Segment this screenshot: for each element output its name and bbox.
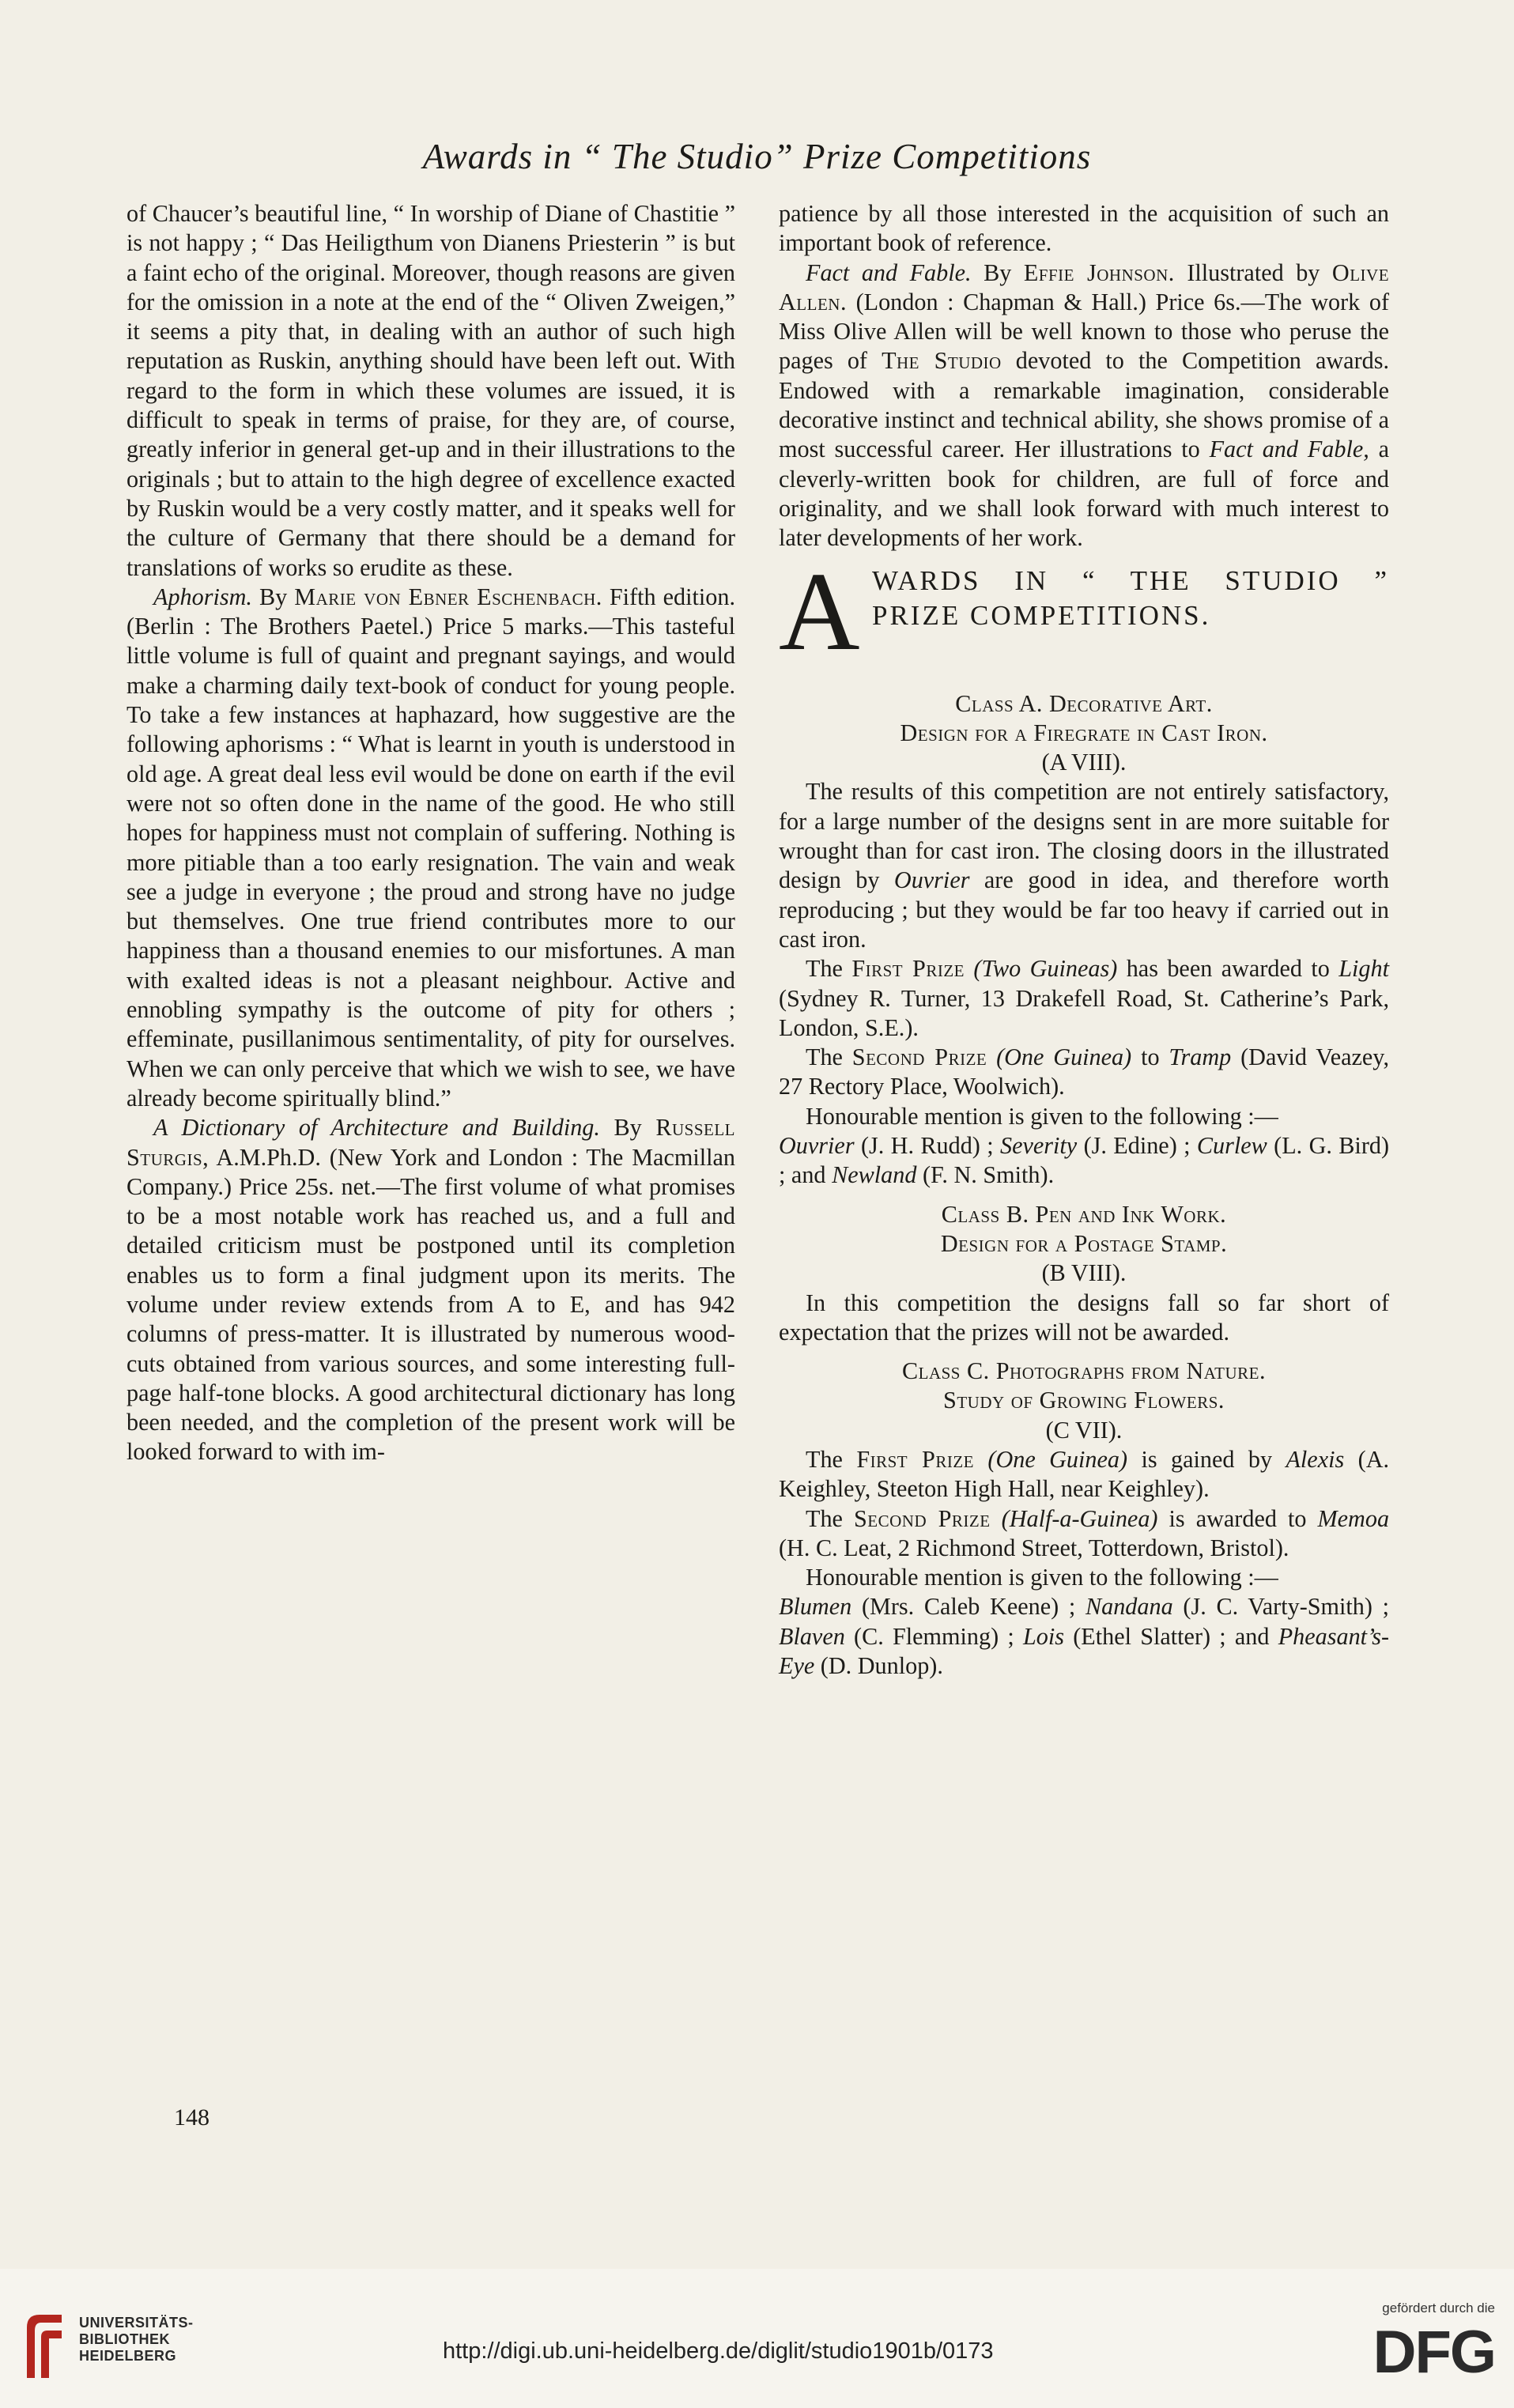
results-text: are good in idea, and therefore worth reproducing ; but they would be far too heavy if carried out in cast iron. <box>779 866 1389 953</box>
illustrator-name: Olive Allen. <box>779 259 1390 315</box>
pseudonym: Blaven <box>779 1622 845 1650</box>
pseudonym: Lois <box>1022 1622 1065 1650</box>
pseudonym: Newland <box>832 1161 917 1189</box>
awards-heading-line-1: WARDS IN “ THE STUDIO ” <box>872 564 1389 596</box>
review-text: Illustrated by <box>1187 259 1320 286</box>
pseudonym: Pheasant’s-Eye <box>779 1622 1390 1680</box>
pseudonym: Blumen <box>779 1593 852 1621</box>
page-number: 148 <box>174 2104 210 2131</box>
pseudonym: Ouvrier <box>893 866 970 894</box>
pseudonym: Ouvrier <box>779 1132 855 1160</box>
results-text: The results of this competition are not entirely satisfactory, for a large number of the designs sent in are more suitable for wrought than for cast iron. The closing doors in the illustrated design by <box>779 778 1389 894</box>
entrant: (J. H. Rudd) ; <box>860 1132 994 1160</box>
left-paragraph-aphorism <box>126 583 735 1113</box>
class-a-honourable-mention: Honourable mention is given to the following :— <box>806 1102 1278 1130</box>
book-title: A Dictionary of Architecture and Building. <box>153 1114 600 1142</box>
pseudonym: Curlew <box>1196 1132 1267 1160</box>
left-paragraph-dictionary <box>126 1113 735 1467</box>
entrant: (D. Dunlop). <box>820 1652 943 1680</box>
review-text: devoted to the Competition awards. Endowed with a remarkable imagination, considerable decorative instinct and technical ability, she shows promise of a most successful career. Her illustrations to <box>779 347 1390 463</box>
entrant: (Ethel Slatter) ; and <box>1073 1622 1270 1650</box>
prize-text: has been awarded to <box>1126 955 1330 983</box>
book-title: Fact and Fable, <box>1209 436 1369 463</box>
class-c-code: (C VII). <box>1045 1416 1123 1444</box>
dfg-logo-icon: DFG <box>1372 2319 1495 2386</box>
university-name-line: BIBLIOTHEK <box>79 2331 170 2347</box>
pseudonym: Alexis <box>1286 1445 1345 1473</box>
drop-cap: A <box>779 548 860 674</box>
class-a-heading: Class A. Decorative Art. <box>955 689 1213 717</box>
class-a-subheading: Design for a Firegrate in Cast Iron. <box>900 719 1268 746</box>
entrant: (J. Edine) ; <box>1083 1132 1191 1160</box>
prize-label: First Prize <box>856 1445 974 1473</box>
left-column <box>126 199 735 1467</box>
university-library-name <box>79 2315 194 2365</box>
entrant: (J. C. Varty-Smith) ; <box>1183 1593 1390 1621</box>
pseudonym: Nandana <box>1085 1593 1173 1621</box>
class-a-code: (A VIII). <box>1041 749 1127 776</box>
review-text: (London : Chapman & Hall.) Price 6s.—The work of Miss Olive Allen will be well known to those who peruse the pages of <box>779 288 1389 375</box>
running-head: Awards in “ The Studio” Prize Competitions <box>422 137 1092 176</box>
prize-text: The <box>806 1445 843 1473</box>
class-c-honourable-mention: Honourable mention is given to the following :— <box>806 1564 1278 1591</box>
entrant: (F. N. Smith). <box>922 1161 1055 1189</box>
entrant: (Mrs. Caleb Keene) ; <box>861 1593 1076 1621</box>
prize-text: (H. C. Leat, 2 Richmond Street, Totterdown, Bristol). <box>779 1534 1289 1561</box>
prize-text: The <box>806 1044 843 1071</box>
prize-text: (A. Keighley, Steeton High Hall, near Keighley). <box>779 1445 1390 1503</box>
university-name-line: HEIDELBERG <box>79 2348 177 2364</box>
class-c-heading: Class C. Photographs from Nature. <box>902 1357 1266 1385</box>
spacer <box>779 1191 1389 1200</box>
author-name: Marie von Ebner Eschenbach. <box>294 583 602 610</box>
class-b-results: In this competition the designs fall so far short of expectation that the prizes will not be awarded. <box>779 1289 1389 1346</box>
prize-text: to <box>1141 1044 1160 1071</box>
magazine-name: The Studio <box>882 347 1002 375</box>
class-b-heading: Class B. Pen and Ink Work. <box>941 1200 1227 1228</box>
source-url-link[interactable]: http://digi.ub.uni-heidelberg.de/diglit/studio1901b/0173 <box>443 2338 994 2364</box>
right-paragraph-1: patience by all those interested in the acquisition of such an important book of reference. <box>779 200 1389 257</box>
prize-amount: (Half-a-Guinea) <box>1001 1504 1158 1532</box>
class-b-code: (B VIII). <box>1041 1259 1127 1287</box>
by-text: By <box>259 583 288 610</box>
class-c-first-prize <box>779 1445 1389 1504</box>
right-paragraph-fact-and-fable <box>779 259 1389 553</box>
prize-text: (Sydney R. Turner, 13 Drakefell Road, St. Catherine’s Park, London, S.E.). <box>779 984 1389 1041</box>
class-c-honourable-list <box>779 1592 1389 1681</box>
book-title: Aphorism. <box>153 583 252 610</box>
class-a-results <box>779 777 1389 954</box>
pseudonym: Light <box>1338 955 1390 983</box>
prize-text: is awarded to <box>1169 1504 1307 1532</box>
class-a-second-prize <box>779 1043 1389 1102</box>
prize-amount: (Two Guineas) <box>973 955 1118 983</box>
author-name: Effie Johnson. <box>1023 259 1175 286</box>
class-a-honourable-list <box>779 1131 1389 1191</box>
university-library-logo-icon <box>21 2310 68 2381</box>
right-column <box>779 199 1389 1681</box>
prize-label: First Prize <box>851 955 965 983</box>
class-c-second-prize <box>779 1504 1389 1564</box>
prize-amount: (One Guinea) <box>996 1044 1132 1071</box>
awards-heading <box>779 548 1389 686</box>
left-paragraph-1: of Chaucer’s beautiful line, “ In worship of Diane of Chastitie ” is not happy ; “ Das Heiligthum von Dianens Priesterin ” is but a faint echo of the original. Moreover, though reasons are given for the omission in a note at the end of the “ Oliven Zweigen,” it seems a pity that, in dealing with an author of such high reputation as Ruskin, anything should have been left out. With regard to the form in which these volumes are issued, it is difficult to speak in terms of praise, for they are, of course, greatly inferior in general get-up and in their illustrations to the originals ; but to attain to the high degree of excellence exacted by Ruskin would be a very costly matter, and it speaks well for the culture of Germany that there should be a demand for translations of works so erudite as these. <box>126 200 735 581</box>
class-a-first-prize <box>779 954 1389 1043</box>
university-name-line: UNIVERSITÄTS- <box>79 2315 194 2331</box>
dfg-caption: gefördert durch die <box>1382 2300 1495 2316</box>
entrant: (C. Flemming) ; <box>854 1622 1014 1650</box>
by-text: By <box>984 259 1012 286</box>
prize-label: Second Prize <box>851 1044 987 1071</box>
prize-amount: (One Guinea) <box>987 1445 1128 1473</box>
review-text: a cleverly-written book for children, are full of force and originality, and we shall look forward with much interest to later developments of her work. <box>779 436 1390 552</box>
pseudonym: Tramp <box>1169 1044 1232 1071</box>
prize-label: Second Prize <box>853 1504 991 1532</box>
pseudonym: Severity <box>999 1132 1078 1160</box>
entrant: (L. G. Bird) ; and <box>779 1132 1390 1189</box>
prize-text: The <box>806 955 843 983</box>
review-text: A.M.Ph.D. (New York and London : The Macmillan Company.) Price 25s. net.—The first volume of what promises to be a most notable work has reached us, and a full and detailed criticism must be postponed until its completion enables us to form a final judgment upon its merits. The volume under review extends from A to E, and has 942 columns of press-matter. It is illustrated by numerous wood-cuts obtained from various sources, and some interesting full-page half-tone blocks. A good architectural dictionary has long been needed, and the completion of the present work will be looked forward to with im- <box>126 1143 735 1466</box>
class-b-subheading: Design for a Postage Stamp. <box>940 1229 1228 1257</box>
author-name: Russell Sturgis, <box>126 1114 735 1171</box>
prize-text: The <box>806 1504 843 1532</box>
digitization-footer <box>0 2269 1514 2408</box>
awards-heading-line-2: PRIZE COMPETITIONS. <box>872 599 1211 631</box>
book-title: Fact and Fable. <box>806 259 972 286</box>
pseudonym: Memoa <box>1317 1504 1390 1532</box>
by-text: By <box>614 1114 642 1142</box>
spacer <box>779 1347 1389 1357</box>
prize-text: (David Veazey, 27 Rectory Place, Woolwich). <box>779 1044 1389 1100</box>
prize-text: is gained by <box>1141 1445 1273 1473</box>
review-text: Fifth edition. (Berlin : The Brothers Paetel.) Price 5 marks.—This tasteful little volume is full of quaint and pregnant sayings, and would make a charming daily text-book of conduct for young people. To take a few instances at haphazard, how suggestive are the following aphorisms : “ What is learnt in youth is understood in old age. A great deal less evil would be done on earth if the evil were not so often done in the name of the good. He who still hopes for happiness must not complain of suffering. Nothing is more pitiable than a too early resignation. The vain and weak see a judge in everyone ; the proud and strong have no judge but themselves. One true friend contributes more to our happiness than a thousand enemies to our misfortunes. A man with exalted ideas is not a pleasant neighbour. Active and ennobling sympathy is the outcome of pity for others ; effeminate, pusillanimous sentimentality, of pity for ourselves. When we can only perceive that which we wish to see, we have already become spiritually blind.” <box>126 583 736 1112</box>
class-c-subheading: Study of Growing Flowers. <box>943 1387 1225 1414</box>
